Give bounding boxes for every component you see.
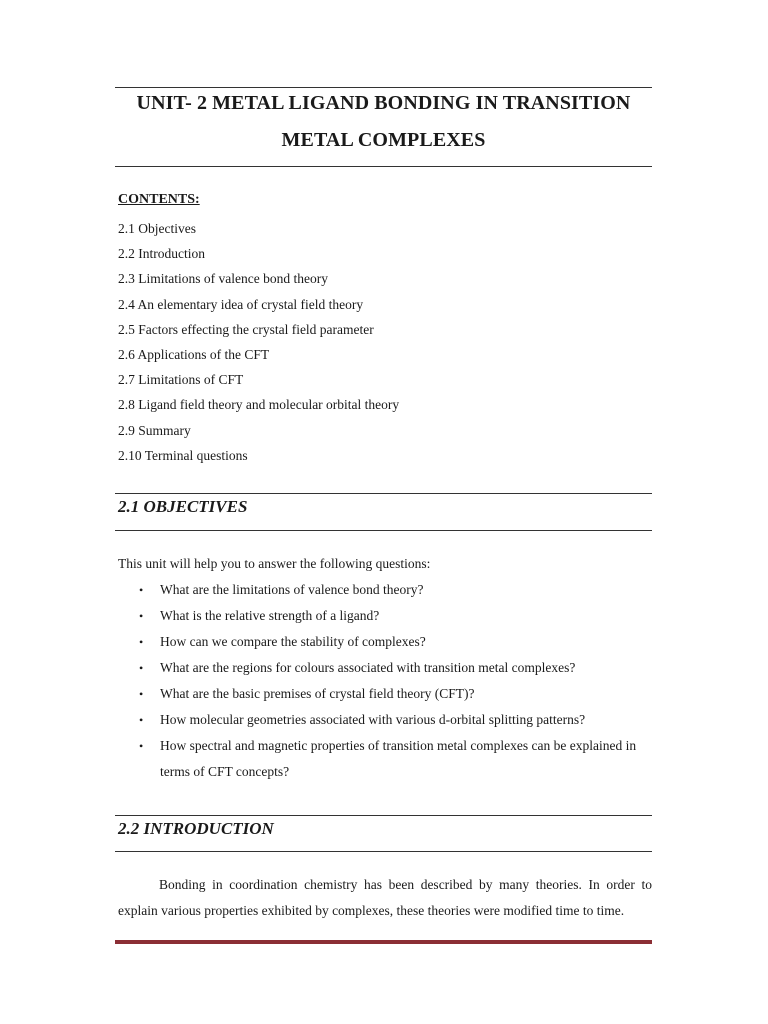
objectives-top-rule <box>115 493 652 494</box>
unit-title-line-1: UNIT- 2 METAL LIGAND BONDING IN TRANSITION <box>136 92 631 114</box>
toc-item: 2.8 Ligand field theory and molecular orbital theory <box>118 397 400 413</box>
bullet-icon: • <box>139 687 144 701</box>
question-text: What is the relative strength of a ligand? <box>160 608 380 623</box>
list-item <box>118 733 652 785</box>
unit-title-line-2: METAL COMPLEXES <box>281 129 486 151</box>
bullet-icon: • <box>139 583 144 597</box>
bullet-icon: • <box>139 739 144 753</box>
question-text: How spectral and magnetic properties of transition metal complexes can be explained in terms of CFT concepts? <box>160 738 637 779</box>
question-text: What are the basic premises of crystal field theory (CFT)? <box>160 686 475 701</box>
objectives-intro: This unit will help you to answer the following questions: <box>118 556 431 571</box>
question-text: What are the limitations of valence bond theory? <box>160 582 424 597</box>
bullet-icon: • <box>139 713 144 727</box>
list-item <box>118 681 652 707</box>
introduction-bottom-rule <box>115 851 652 852</box>
bullet-icon: • <box>139 609 144 623</box>
toc-item: 2.6 Applications of the CFT <box>118 347 270 363</box>
list-item <box>118 655 652 681</box>
title-bottom-rule <box>115 166 652 167</box>
toc-item: 2.3 Limitations of valence bond theory <box>118 271 328 287</box>
objectives-heading: 2.1 OBJECTIVES <box>118 497 248 516</box>
list-item <box>118 603 652 629</box>
introduction-heading: 2.2 INTRODUCTION <box>118 819 274 838</box>
toc-item: 2.4 An elementary idea of crystal field theory <box>118 296 364 312</box>
toc-item: 2.10 Terminal questions <box>118 447 248 463</box>
introduction-paragraph: Bonding in coordination chemistry has been described by many theories. In order to explain various properties exhibited by complexes, these theories were modified time to time. <box>118 877 652 918</box>
footer-rule <box>115 940 652 944</box>
bullet-icon: • <box>139 635 144 649</box>
list-item <box>118 707 652 733</box>
question-text: How can we compare the stability of complexes? <box>160 634 426 649</box>
objectives-question-list <box>118 577 652 785</box>
introduction-top-rule <box>115 815 652 816</box>
bullet-icon: • <box>139 661 144 675</box>
toc-item: 2.2 Introduction <box>118 246 205 262</box>
toc-item: 2.9 Summary <box>118 422 191 438</box>
contents-heading: CONTENTS: <box>118 192 200 207</box>
toc-item: 2.1 Objectives <box>118 221 196 236</box>
table-of-contents <box>118 216 399 468</box>
list-item <box>118 629 652 655</box>
list-item <box>118 577 652 603</box>
question-text: What are the regions for colours associated with transition metal complexes? <box>160 660 576 675</box>
toc-item: 2.5 Factors effecting the crystal field parameter <box>118 321 374 337</box>
toc-item: 2.7 Limitations of CFT <box>118 372 244 388</box>
question-text: How molecular geometries associated with various d-orbital splitting patterns? <box>160 712 586 727</box>
objectives-bottom-rule <box>115 530 652 531</box>
